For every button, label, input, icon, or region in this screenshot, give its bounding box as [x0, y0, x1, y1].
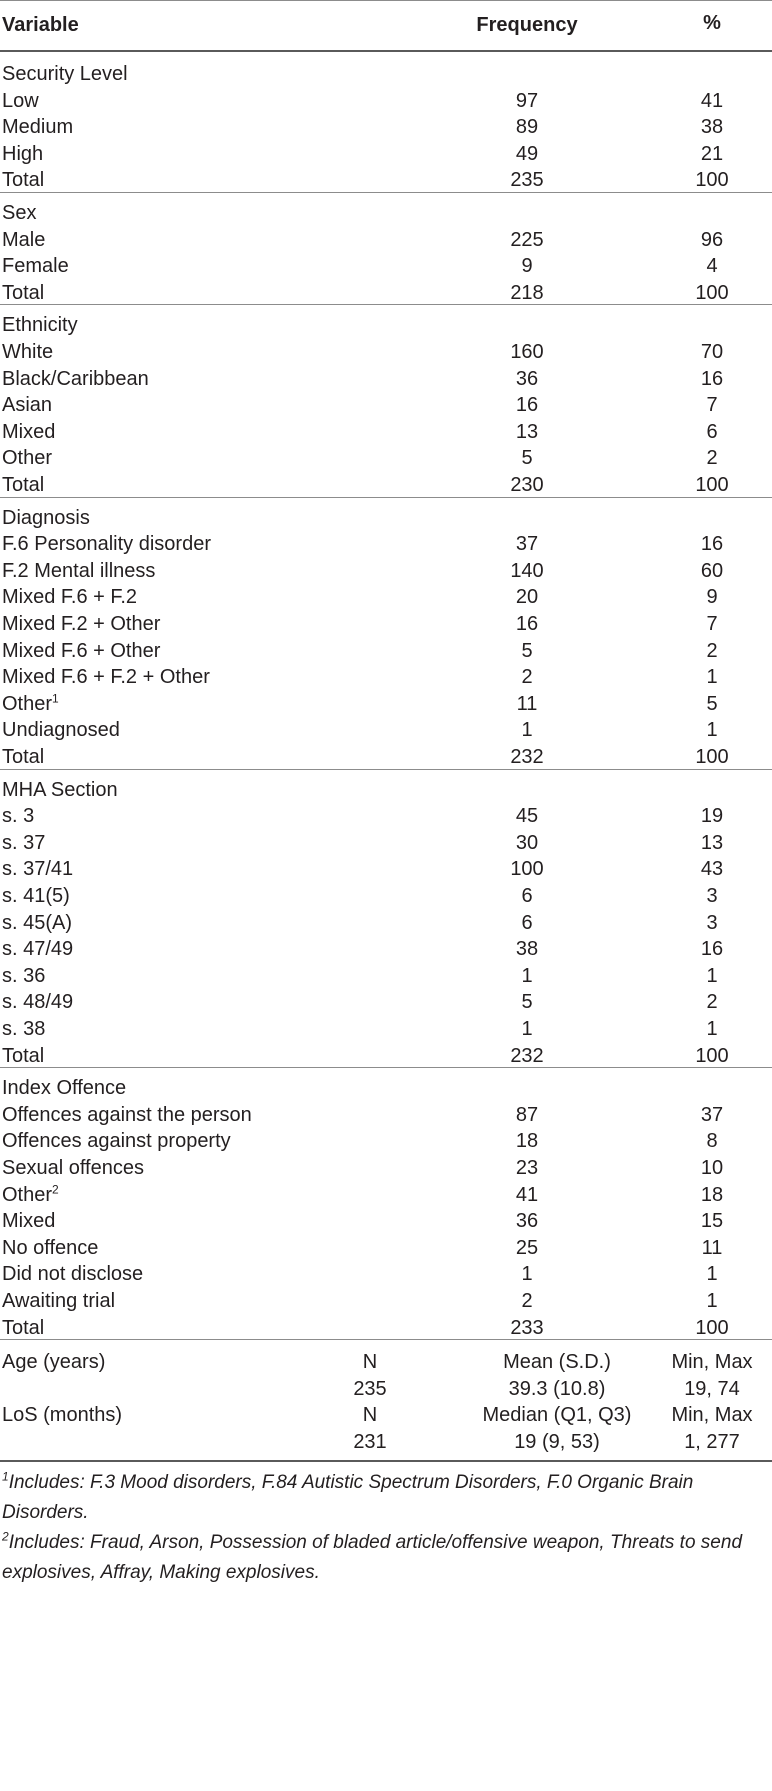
table-row: [0, 636, 772, 666]
row-label: Mixed F.6 + F.2: [2, 586, 138, 609]
section-title: Ethnicity: [2, 314, 78, 337]
table-row: [0, 1313, 772, 1343]
row-label: Black/Caribbean: [2, 367, 149, 390]
table-row: [0, 828, 772, 858]
table-row: [0, 139, 772, 169]
table-row: [0, 165, 772, 195]
table-row: [0, 1206, 772, 1236]
table-row: [0, 1100, 772, 1130]
table-row: [0, 337, 772, 367]
row-label: Mixed: [2, 420, 56, 443]
row-label: Offences against property: [2, 1130, 231, 1153]
table-row: [0, 881, 772, 911]
stats-n-value: 231: [353, 1431, 387, 1453]
table-row: [0, 689, 772, 719]
frequency-cell: 1: [521, 1263, 533, 1286]
row-label: Low: [2, 89, 39, 112]
table-bottom-rule: [0, 1460, 772, 1462]
percent-cell: 41: [700, 89, 724, 112]
row-label-text: Other: [2, 692, 53, 715]
table-top-rule: [0, 0, 772, 1]
footnote-number: 2: [2, 1529, 9, 1544]
percent-cell: 3: [706, 911, 718, 934]
frequency-cell: 1: [521, 1018, 533, 1040]
percent-cell: 70: [700, 341, 724, 363]
percent-cell: 38: [700, 116, 724, 139]
stats-label-row: [0, 1400, 772, 1430]
footnote-number: 1: [2, 1469, 9, 1484]
table-row: [0, 662, 772, 692]
table-row: [0, 1180, 772, 1210]
frequency-cell: 25: [515, 1236, 539, 1259]
section-title: Index Offence: [2, 1077, 127, 1100]
row-label: Male: [2, 228, 46, 251]
frequency-cell: 16: [515, 613, 539, 635]
header-percent: %: [703, 12, 721, 34]
percent-cell: 16: [700, 938, 724, 961]
table-row: [0, 470, 772, 500]
row-label: Did not disclose: [2, 1263, 144, 1286]
frequency-cell: 5: [521, 991, 533, 1014]
frequency-cell: 140: [510, 559, 544, 582]
percent-cell: 21: [700, 142, 724, 165]
section-rule: [0, 769, 772, 770]
frequency-cell: 232: [510, 746, 544, 768]
stats-minmax-label: Min, Max: [671, 1404, 753, 1427]
percent-cell: 1: [706, 964, 718, 987]
table-row: [0, 1014, 772, 1044]
table-row: [0, 961, 772, 991]
row-label: s. 37/41: [2, 858, 74, 881]
percent-cell: 100: [695, 1044, 729, 1067]
percent-cell: 5: [706, 692, 718, 715]
section-rule: [0, 497, 772, 498]
percent-cell: 1: [706, 719, 718, 742]
table-row: [0, 1153, 772, 1183]
row-label: Female: [2, 255, 69, 278]
row-label-text: Other: [2, 1183, 53, 1206]
percent-cell: 100: [695, 281, 729, 304]
footnote-text: Includes: Fraud, Arson, Possession of bladed article/offensive weapon, Threats to send explosives, Affray, Making explosives.: [2, 1531, 743, 1583]
stats-variable: LoS (months): [2, 1404, 123, 1427]
row-label: Awaiting trial: [2, 1290, 116, 1312]
frequency-cell: 100: [510, 858, 544, 881]
frequency-cell: 2: [521, 666, 533, 689]
row-label: Undiagnosed: [2, 719, 120, 742]
table-row: [0, 364, 772, 394]
table-row: [0, 1259, 772, 1289]
table-row: [0, 908, 772, 938]
footnote: [2, 1468, 767, 1528]
row-label: F.2 Mental illness: [2, 559, 156, 582]
frequency-cell: 38: [515, 938, 539, 961]
stats-minmax-value: 19, 74: [684, 1377, 740, 1400]
frequency-cell: 89: [515, 116, 539, 139]
row-label: No offence: [2, 1236, 99, 1259]
section-title-row: [0, 59, 772, 89]
table-row: [0, 987, 772, 1017]
table-row: [0, 529, 772, 559]
section-title: Diagnosis: [2, 506, 90, 529]
section-title: MHA Section: [2, 778, 118, 801]
frequency-cell: 41: [515, 1183, 539, 1206]
frequency-cell: 230: [510, 474, 544, 496]
table-row: [0, 854, 772, 884]
percent-cell: 15: [700, 1210, 724, 1233]
percent-cell: 43: [700, 858, 724, 881]
row-label: Total: [2, 169, 45, 192]
section-title: Security Level: [2, 63, 128, 85]
frequency-cell: 235: [510, 169, 544, 192]
row-label: s. 37: [2, 831, 46, 854]
section-title-row: [0, 310, 772, 340]
row-label: [2, 1180, 59, 1210]
row-label: Mixed F.6 + F.2 + Other: [2, 666, 210, 689]
row-label: Mixed: [2, 1210, 56, 1233]
percent-cell: 100: [695, 746, 729, 768]
frequency-cell: 1: [521, 719, 533, 742]
header-variable: Variable: [2, 14, 79, 36]
frequency-cell: 225: [510, 228, 544, 251]
percent-cell: 7: [706, 613, 718, 635]
row-label: Offences against the person: [2, 1103, 252, 1126]
table-row: [0, 251, 772, 281]
row-label: Mixed F.6 + Other: [2, 639, 161, 662]
footnote: [2, 1528, 767, 1588]
section-title-row: [0, 503, 772, 533]
row-label: Total: [2, 474, 45, 496]
frequency-cell: 36: [515, 1210, 539, 1233]
stats-measure-value: 19 (9, 53): [514, 1431, 600, 1453]
table-row: [0, 1286, 772, 1316]
table-row: [0, 934, 772, 964]
stats-minmax-label: Min, Max: [671, 1351, 753, 1374]
frequency-cell: 11: [516, 692, 538, 715]
percent-cell: 16: [700, 533, 724, 556]
frequency-cell: 20: [515, 586, 539, 609]
frequency-cell: 16: [515, 394, 539, 417]
stats-minmax-value: 1, 277: [684, 1431, 740, 1453]
percent-cell: 60: [700, 559, 724, 582]
table-row: [0, 417, 772, 447]
percent-cell: 2: [706, 447, 718, 470]
section-title-row: [0, 775, 772, 805]
percent-cell: 4: [706, 255, 718, 278]
frequency-cell: 2: [521, 1290, 533, 1312]
table-row: [0, 1041, 772, 1071]
row-label: High: [2, 142, 44, 165]
frequency-cell: 233: [510, 1316, 544, 1339]
percent-cell: 2: [706, 639, 718, 662]
stats-n-value: 235: [353, 1377, 387, 1400]
percent-cell: 10: [700, 1157, 724, 1179]
row-label: White: [2, 341, 54, 363]
frequency-cell: 13: [515, 420, 539, 443]
frequency-cell: 49: [515, 142, 539, 165]
row-label: s. 41(5): [2, 885, 70, 907]
percent-cell: 100: [695, 169, 729, 192]
frequency-cell: 18: [515, 1130, 539, 1153]
footnote-text: Includes: F.3 Mood disorders, F.84 Autistic Spectrum Disorders, F.0 Organic Brain Disorders.: [2, 1471, 694, 1523]
percent-cell: 11: [701, 1236, 723, 1259]
section-rule: [0, 1339, 772, 1340]
row-label: s. 3: [2, 805, 35, 828]
table-row: [0, 801, 772, 831]
row-label: Other: [2, 447, 53, 470]
table-row: [0, 86, 772, 116]
frequency-cell: 5: [521, 447, 533, 470]
row-label: [2, 689, 59, 719]
frequency-cell: 218: [510, 281, 544, 304]
frequency-cell: 5: [521, 639, 533, 662]
percent-cell: 13: [700, 831, 724, 854]
frequency-cell: 23: [515, 1157, 539, 1179]
row-label: Medium: [2, 116, 74, 139]
table-row: [0, 443, 772, 473]
percent-cell: 8: [706, 1130, 718, 1153]
row-label: s. 48/49: [2, 991, 74, 1014]
stats-measure-label: Mean (S.D.): [503, 1351, 611, 1374]
row-label: Mixed F.2 + Other: [2, 613, 161, 635]
row-label: Sexual offences: [2, 1157, 144, 1179]
stats-label-row: [0, 1347, 772, 1377]
percent-cell: 6: [706, 420, 718, 443]
frequency-cell: 37: [515, 533, 539, 556]
section-rule: [0, 1067, 772, 1068]
table-row: [0, 390, 772, 420]
percent-cell: 1: [706, 1263, 718, 1286]
percent-cell: 96: [700, 228, 724, 251]
frequency-cell: 97: [515, 89, 539, 112]
frequency-cell: 6: [521, 885, 533, 907]
table-row: [0, 742, 772, 772]
table-row: [0, 278, 772, 308]
percent-cell: 1: [706, 1290, 718, 1312]
row-label: s. 45(A): [2, 911, 73, 934]
percent-cell: 9: [706, 586, 718, 609]
row-label: Asian: [2, 394, 53, 417]
percent-cell: 19: [700, 805, 724, 828]
percent-cell: 3: [706, 885, 718, 907]
header-frequency: Frequency: [476, 14, 578, 36]
percent-cell: 18: [700, 1183, 724, 1206]
section-rule: [0, 304, 772, 305]
footnote-marker: 2: [52, 1181, 59, 1196]
section-title-row: [0, 1073, 772, 1103]
row-label: s. 47/49: [2, 938, 74, 961]
table-row: [0, 225, 772, 255]
stats-n-label: N: [362, 1404, 378, 1427]
frequency-cell: 1: [521, 964, 533, 987]
row-label: Total: [2, 281, 45, 304]
table-row: [0, 609, 772, 639]
row-label: Total: [2, 746, 45, 768]
table-row: [0, 556, 772, 586]
table-row: [0, 112, 772, 142]
section-rule: [0, 192, 772, 193]
frequency-cell: 9: [521, 255, 533, 278]
frequency-cell: 45: [515, 805, 539, 828]
row-label: s. 38: [2, 1018, 46, 1040]
table-row: [0, 715, 772, 745]
percent-cell: 16: [700, 367, 724, 390]
percent-cell: 1: [706, 1018, 718, 1040]
row-label: Total: [2, 1316, 45, 1339]
stats-value-row: [0, 1427, 772, 1457]
row-label: s. 36: [2, 964, 46, 987]
frequency-cell: 36: [515, 367, 539, 390]
stats-variable: Age (years): [2, 1351, 106, 1374]
table-row: [0, 1126, 772, 1156]
table-row: [0, 1233, 772, 1263]
section-title: Sex: [2, 202, 37, 224]
percent-cell: 37: [700, 1103, 724, 1126]
stats-measure-value: 39.3 (10.8): [508, 1377, 606, 1400]
percent-cell: 2: [706, 991, 718, 1014]
header-rule: [0, 50, 772, 52]
frequency-cell: 87: [515, 1103, 539, 1126]
stats-measure-label: Median (Q1, Q3): [482, 1404, 632, 1427]
percent-cell: 7: [706, 394, 718, 417]
table-header-row: [0, 10, 772, 40]
percent-cell: 1: [706, 666, 718, 689]
row-label: Total: [2, 1044, 45, 1067]
stats-n-label: N: [362, 1351, 378, 1374]
frequency-cell: 160: [510, 341, 544, 363]
row-label: F.6 Personality disorder: [2, 533, 211, 556]
footnote-marker: 1: [52, 691, 59, 706]
stats-value-row: [0, 1374, 772, 1404]
percent-cell: 100: [695, 474, 729, 496]
frequency-cell: 232: [510, 1044, 544, 1067]
percent-cell: 100: [695, 1316, 729, 1339]
frequency-cell: 6: [521, 911, 533, 934]
table-row: [0, 582, 772, 612]
section-title-row: [0, 198, 772, 228]
frequency-cell: 30: [515, 831, 539, 854]
